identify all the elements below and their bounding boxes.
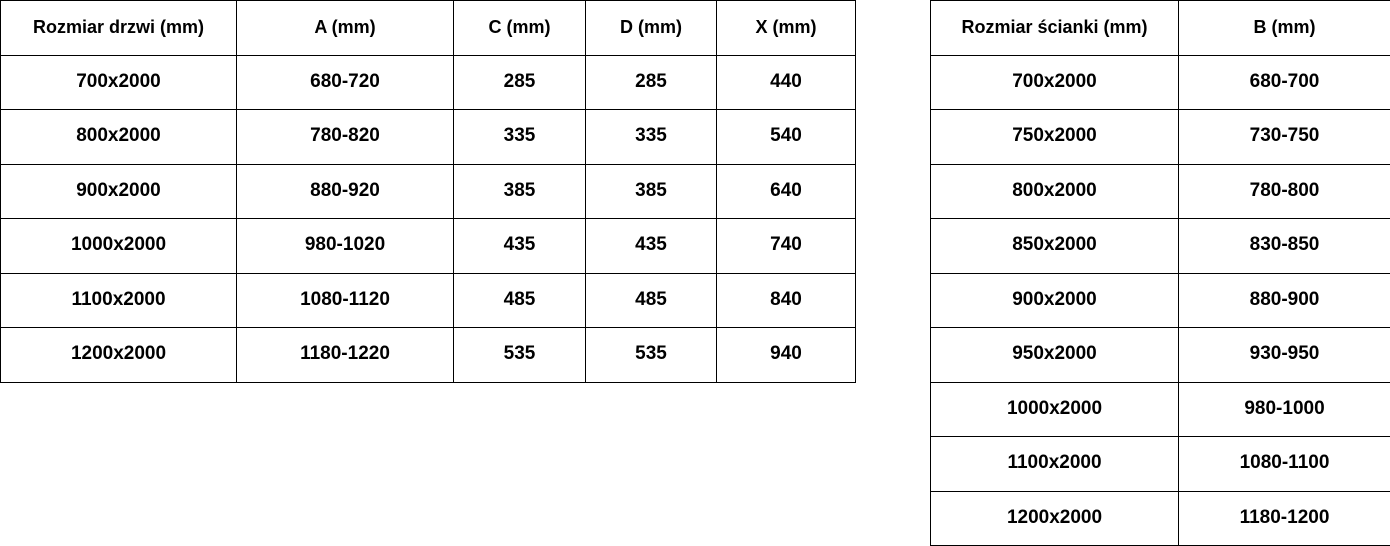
cell-c: 285 [454,55,586,110]
column-header-d: D (mm) [586,1,717,56]
cell-d: 535 [586,328,717,383]
cell-x: 840 [717,273,856,328]
table-row [1,273,856,328]
wall-dimensions-table [930,0,1390,546]
cell-b: 780-800 [1179,164,1390,219]
wall-table-header [931,1,1390,56]
column-header-door-size: Rozmiar drzwi (mm) [1,1,237,56]
cell-door-size: 1200x2000 [1,328,237,383]
table-row [931,491,1390,546]
column-header-c: C (mm) [454,1,586,56]
table-row [931,164,1390,219]
cell-b: 880-900 [1179,273,1390,328]
wall-table-body [931,55,1390,546]
cell-b: 680-700 [1179,55,1390,110]
cell-wall-size: 900x2000 [931,273,1179,328]
cell-door-size: 700x2000 [1,55,237,110]
cell-a: 880-920 [237,164,454,219]
column-header-x: X (mm) [717,1,856,56]
cell-door-size: 900x2000 [1,164,237,219]
cell-a: 780-820 [237,110,454,165]
cell-c: 335 [454,110,586,165]
table-row [1,110,856,165]
cell-b: 1180-1200 [1179,491,1390,546]
table-row [931,437,1390,492]
wall-dimensions-table-container [930,0,1390,546]
cell-wall-size: 1200x2000 [931,491,1179,546]
doors-dimensions-table [0,0,856,383]
table-header-row [931,1,1390,56]
cell-b: 1080-1100 [1179,437,1390,492]
table-row [931,110,1390,165]
cell-d: 435 [586,219,717,274]
table-row [931,219,1390,274]
table-row [1,328,856,383]
cell-wall-size: 700x2000 [931,55,1179,110]
cell-c: 385 [454,164,586,219]
cell-b: 830-850 [1179,219,1390,274]
cell-b: 730-750 [1179,110,1390,165]
table-header-row [1,1,856,56]
cell-c: 435 [454,219,586,274]
cell-a: 1080-1120 [237,273,454,328]
cell-d: 335 [586,110,717,165]
doors-table-body [1,55,856,382]
column-header-b: B (mm) [1179,1,1390,56]
table-row [1,219,856,274]
cell-a: 680-720 [237,55,454,110]
table-row [931,328,1390,383]
cell-door-size: 800x2000 [1,110,237,165]
cell-wall-size: 1100x2000 [931,437,1179,492]
cell-wall-size: 750x2000 [931,110,1179,165]
cell-door-size: 1000x2000 [1,219,237,274]
cell-d: 385 [586,164,717,219]
cell-x: 640 [717,164,856,219]
cell-b: 930-950 [1179,328,1390,383]
column-header-wall-size: Rozmiar ścianki (mm) [931,1,1179,56]
cell-c: 535 [454,328,586,383]
table-row [931,55,1390,110]
cell-x: 740 [717,219,856,274]
cell-door-size: 1100x2000 [1,273,237,328]
doors-dimensions-table-container [0,0,856,383]
doors-table-header [1,1,856,56]
cell-a: 980-1020 [237,219,454,274]
cell-a: 1180-1220 [237,328,454,383]
table-row [931,273,1390,328]
column-header-a: A (mm) [237,1,454,56]
table-row [1,164,856,219]
cell-c: 485 [454,273,586,328]
cell-wall-size: 1000x2000 [931,382,1179,437]
table-row [931,382,1390,437]
cell-x: 940 [717,328,856,383]
cell-wall-size: 800x2000 [931,164,1179,219]
cell-wall-size: 950x2000 [931,328,1179,383]
cell-x: 540 [717,110,856,165]
table-row [1,55,856,110]
cell-x: 440 [717,55,856,110]
cell-b: 980-1000 [1179,382,1390,437]
cell-wall-size: 850x2000 [931,219,1179,274]
cell-d: 285 [586,55,717,110]
cell-d: 485 [586,273,717,328]
